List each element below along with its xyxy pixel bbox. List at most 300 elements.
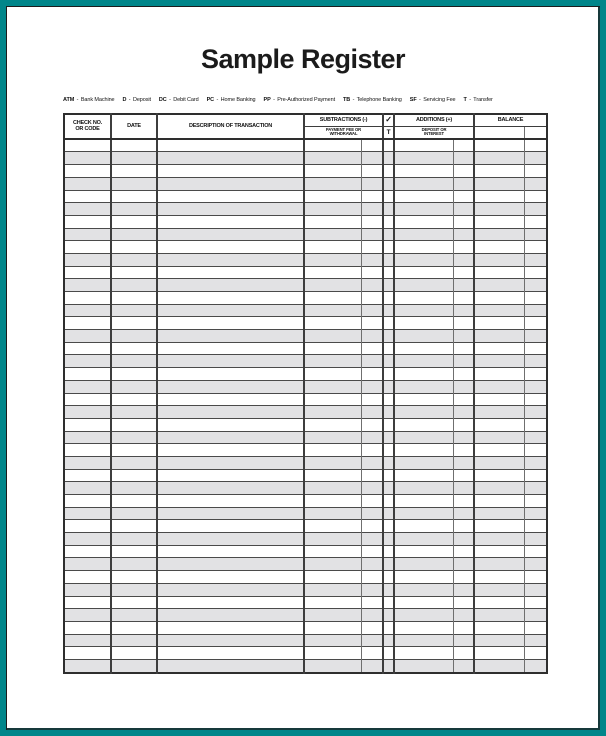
cell-balance-cents	[524, 190, 547, 203]
cell-balance-cents	[524, 482, 547, 495]
cell-additions-cents	[453, 583, 474, 596]
register-row	[64, 571, 547, 584]
register-row	[64, 533, 547, 546]
cell-description	[157, 444, 304, 457]
cell-additions-cents	[453, 520, 474, 533]
cell-balance-amount	[474, 393, 524, 406]
cell-check-no	[64, 659, 111, 672]
register-row	[64, 520, 547, 533]
cell-description	[157, 456, 304, 469]
cell-additions-cents	[453, 545, 474, 558]
page-title: Sample Register	[200, 44, 406, 74]
cell-additions-amount	[394, 596, 453, 609]
cell-subtractions-cents	[361, 456, 383, 469]
cell-subtractions-cents	[361, 406, 383, 419]
register-row	[64, 215, 547, 228]
register-row	[64, 647, 547, 660]
register-row	[64, 393, 547, 406]
cell-balance-amount	[474, 342, 524, 355]
cell-balance-cents	[524, 152, 547, 165]
cell-balance-cents	[524, 520, 547, 533]
cell-additions-amount	[394, 634, 453, 647]
cell-subtractions-cents	[361, 609, 383, 622]
legend-item-tb	[343, 96, 402, 104]
cell-check-t	[383, 482, 394, 495]
register-row	[64, 482, 547, 495]
cell-description	[157, 393, 304, 406]
cell-check-t	[383, 241, 394, 254]
cell-check-no	[64, 558, 111, 571]
table-header	[64, 114, 547, 139]
cell-description	[157, 545, 304, 558]
cell-date	[111, 609, 157, 622]
cell-balance-cents	[524, 203, 547, 216]
cell-subtractions-amount	[304, 406, 361, 419]
cell-additions-amount	[394, 418, 453, 431]
cell-date	[111, 253, 157, 266]
cell-additions-cents	[453, 418, 474, 431]
cell-subtractions-amount	[304, 152, 361, 165]
cell-additions-cents	[453, 330, 474, 343]
cell-date	[111, 571, 157, 584]
cell-balance-amount	[474, 139, 524, 152]
register-row	[64, 203, 547, 216]
cell-check-no	[64, 418, 111, 431]
cell-subtractions-cents	[361, 253, 383, 266]
cell-subtractions-amount	[304, 355, 361, 368]
cell-check-no	[64, 241, 111, 254]
cell-description	[157, 533, 304, 546]
cell-description	[157, 279, 304, 292]
cell-check-no	[64, 520, 111, 533]
cell-additions-cents	[453, 152, 474, 165]
cell-check-t	[383, 634, 394, 647]
cell-check-t	[383, 266, 394, 279]
cell-balance-amount	[474, 228, 524, 241]
cell-check-no	[64, 469, 111, 482]
header-check-no-line1: CHECK NO.	[72, 120, 103, 127]
cell-balance-amount	[474, 507, 524, 520]
cell-additions-cents	[453, 444, 474, 457]
cell-additions-cents	[453, 266, 474, 279]
cell-subtractions-cents	[361, 621, 383, 634]
cell-balance-amount	[474, 304, 524, 317]
cell-description	[157, 647, 304, 660]
register-row	[64, 431, 547, 444]
cell-balance-cents	[524, 317, 547, 330]
cell-additions-cents	[453, 241, 474, 254]
cell-description	[157, 609, 304, 622]
cell-additions-cents	[453, 279, 474, 292]
cell-date	[111, 266, 157, 279]
cell-check-no	[64, 380, 111, 393]
header-subtractions-sublabel	[304, 126, 383, 138]
cell-date	[111, 583, 157, 596]
cell-check-t	[383, 203, 394, 216]
header-subtractions: SUBTRACTIONS (-)	[304, 114, 383, 126]
cell-balance-cents	[524, 330, 547, 343]
cell-additions-cents	[453, 558, 474, 571]
cell-additions-cents	[453, 203, 474, 216]
cell-balance-amount	[474, 647, 524, 660]
register-row	[64, 659, 547, 672]
cell-description	[157, 215, 304, 228]
cell-additions-amount	[394, 583, 453, 596]
legend-item-dc	[159, 96, 199, 104]
cell-subtractions-cents	[361, 190, 383, 203]
cell-subtractions-cents	[361, 558, 383, 571]
header-cleared-column	[383, 114, 394, 126]
cell-additions-cents	[453, 431, 474, 444]
cell-balance-cents	[524, 621, 547, 634]
legend-separator: -	[352, 97, 355, 103]
legend-label: Servicing Fee	[423, 97, 456, 103]
cell-description	[157, 469, 304, 482]
cell-additions-amount	[394, 228, 453, 241]
cell-balance-amount	[474, 253, 524, 266]
legend-abbr: PP	[263, 97, 271, 103]
cell-balance-cents	[524, 266, 547, 279]
cell-description	[157, 621, 304, 634]
cell-subtractions-cents	[361, 380, 383, 393]
cell-check-t	[383, 456, 394, 469]
cell-description	[157, 368, 304, 381]
legend-separator: -	[273, 97, 275, 103]
cell-balance-cents	[524, 571, 547, 584]
register-rows	[64, 139, 547, 673]
register-row	[64, 621, 547, 634]
cell-balance-amount	[474, 177, 524, 190]
cell-balance-amount	[474, 495, 524, 508]
header-balance: BALANCE	[474, 114, 547, 126]
cell-additions-amount	[394, 292, 453, 305]
cell-description	[157, 482, 304, 495]
cell-date	[111, 317, 157, 330]
legend-separator: -	[216, 97, 219, 103]
cell-subtractions-cents	[361, 520, 383, 533]
cell-additions-cents	[453, 317, 474, 330]
register-row	[64, 190, 547, 203]
cell-check-no	[64, 228, 111, 241]
cell-additions-amount	[394, 253, 453, 266]
cell-subtractions-cents	[361, 330, 383, 343]
cell-additions-amount	[394, 368, 453, 381]
cell-check-t	[383, 355, 394, 368]
cell-additions-amount	[394, 571, 453, 584]
cell-subtractions-amount	[304, 253, 361, 266]
legend-abbr: PC	[206, 97, 215, 103]
cell-subtractions-amount	[304, 165, 361, 178]
register-row	[64, 558, 547, 571]
legend-item-atm	[63, 96, 114, 104]
header-additions-sub-line2: INTEREST	[424, 131, 444, 137]
cell-description	[157, 228, 304, 241]
header-check-no-line2: OR CODE	[75, 126, 100, 133]
cell-additions-amount	[394, 545, 453, 558]
checkmark-icon: ✓	[385, 115, 392, 125]
cell-additions-cents	[453, 507, 474, 520]
cell-date	[111, 190, 157, 203]
cell-additions-amount	[394, 507, 453, 520]
cell-subtractions-cents	[361, 317, 383, 330]
cell-subtractions-amount	[304, 279, 361, 292]
cell-date	[111, 418, 157, 431]
register-row	[64, 456, 547, 469]
cell-date	[111, 634, 157, 647]
header-additions-sub-line1: DEPOSIT OR	[421, 126, 447, 132]
cell-subtractions-amount	[304, 330, 361, 343]
register-row	[64, 444, 547, 457]
cell-check-no	[64, 634, 111, 647]
cell-check-no	[64, 266, 111, 279]
legend-label: Home Banking	[220, 97, 256, 103]
cell-additions-amount	[394, 558, 453, 571]
cell-additions-cents	[453, 495, 474, 508]
cell-date	[111, 139, 157, 152]
cell-additions-cents	[453, 355, 474, 368]
cell-balance-amount	[474, 266, 524, 279]
cell-subtractions-cents	[361, 545, 383, 558]
cell-date	[111, 330, 157, 343]
cell-check-t	[383, 418, 394, 431]
cell-subtractions-amount	[304, 368, 361, 381]
cell-check-t	[383, 609, 394, 622]
cell-check-no	[64, 342, 111, 355]
cell-description	[157, 431, 304, 444]
cell-subtractions-cents	[361, 304, 383, 317]
cell-check-t	[383, 368, 394, 381]
cell-balance-cents	[524, 253, 547, 266]
cell-description	[157, 558, 304, 571]
cell-subtractions-amount	[304, 203, 361, 216]
cell-check-t	[383, 342, 394, 355]
cell-balance-cents	[524, 368, 547, 381]
cell-subtractions-amount	[304, 520, 361, 533]
register-row	[64, 609, 547, 622]
cell-additions-cents	[453, 571, 474, 584]
cell-description	[157, 495, 304, 508]
cell-balance-amount	[474, 380, 524, 393]
cell-date	[111, 304, 157, 317]
register-row	[64, 342, 547, 355]
cell-additions-cents	[453, 634, 474, 647]
cell-balance-amount	[474, 545, 524, 558]
cell-description	[157, 659, 304, 672]
cell-subtractions-cents	[361, 444, 383, 457]
cell-subtractions-amount	[304, 444, 361, 457]
cell-balance-amount	[474, 482, 524, 495]
cell-description	[157, 596, 304, 609]
register-row	[64, 418, 547, 431]
cell-additions-amount	[394, 355, 453, 368]
cell-check-t	[383, 583, 394, 596]
cell-additions-cents	[453, 228, 474, 241]
cell-check-t	[383, 292, 394, 305]
cell-balance-amount	[474, 609, 524, 622]
cell-check-no	[64, 152, 111, 165]
cell-date	[111, 533, 157, 546]
register-row	[64, 507, 547, 520]
cell-description	[157, 241, 304, 254]
cell-subtractions-cents	[361, 469, 383, 482]
cell-subtractions-amount	[304, 596, 361, 609]
cell-additions-amount	[394, 393, 453, 406]
register-row	[64, 253, 547, 266]
register-row	[64, 583, 547, 596]
cell-balance-cents	[524, 431, 547, 444]
legend-item-sf	[410, 96, 456, 104]
cell-additions-cents	[453, 380, 474, 393]
cell-date	[111, 431, 157, 444]
cell-date	[111, 507, 157, 520]
cell-description	[157, 190, 304, 203]
cell-additions-cents	[453, 659, 474, 672]
cell-subtractions-cents	[361, 583, 383, 596]
cell-date	[111, 342, 157, 355]
cell-description	[157, 139, 304, 152]
cell-balance-amount	[474, 241, 524, 254]
register-row	[64, 545, 547, 558]
cell-subtractions-cents	[361, 292, 383, 305]
cell-additions-cents	[453, 139, 474, 152]
cell-check-no	[64, 456, 111, 469]
cell-additions-cents	[453, 482, 474, 495]
cell-check-no	[64, 368, 111, 381]
legend-label: Deposit	[132, 97, 151, 103]
cell-balance-cents	[524, 139, 547, 152]
cell-description	[157, 177, 304, 190]
cell-subtractions-cents	[361, 266, 383, 279]
cell-check-t	[383, 469, 394, 482]
cell-additions-cents	[453, 406, 474, 419]
cell-subtractions-amount	[304, 659, 361, 672]
cell-check-no	[64, 355, 111, 368]
cell-additions-amount	[394, 330, 453, 343]
cell-date	[111, 355, 157, 368]
cell-subtractions-amount	[304, 558, 361, 571]
cell-subtractions-amount	[304, 621, 361, 634]
cell-subtractions-cents	[361, 177, 383, 190]
register-row	[64, 279, 547, 292]
cell-check-t	[383, 177, 394, 190]
cell-balance-amount	[474, 571, 524, 584]
cell-additions-amount	[394, 152, 453, 165]
cell-date	[111, 368, 157, 381]
cell-subtractions-amount	[304, 393, 361, 406]
cell-check-no	[64, 647, 111, 660]
cell-additions-amount	[394, 495, 453, 508]
legend-abbr: D	[122, 97, 127, 103]
cell-additions-cents	[453, 177, 474, 190]
legend-label: Pre-Authorized Payment	[277, 97, 335, 103]
cell-check-t	[383, 228, 394, 241]
cell-check-no	[64, 292, 111, 305]
register-row	[64, 266, 547, 279]
header-date: DATE	[111, 114, 157, 139]
cell-description	[157, 317, 304, 330]
cell-subtractions-amount	[304, 456, 361, 469]
cell-check-no	[64, 203, 111, 216]
cell-description	[157, 292, 304, 305]
cell-date	[111, 241, 157, 254]
cell-additions-amount	[394, 444, 453, 457]
cell-check-t	[383, 444, 394, 457]
cell-check-no	[64, 583, 111, 596]
cell-check-no	[64, 444, 111, 457]
cell-balance-cents	[524, 558, 547, 571]
cell-balance-cents	[524, 647, 547, 660]
cell-balance-cents	[524, 507, 547, 520]
cell-balance-amount	[474, 596, 524, 609]
cell-additions-cents	[453, 393, 474, 406]
cell-check-t	[383, 520, 394, 533]
register-row	[64, 634, 547, 647]
cell-check-no	[64, 533, 111, 546]
cell-balance-amount	[474, 444, 524, 457]
cell-additions-amount	[394, 215, 453, 228]
cell-balance-amount	[474, 520, 524, 533]
cell-subtractions-cents	[361, 431, 383, 444]
cell-subtractions-amount	[304, 431, 361, 444]
cell-subtractions-amount	[304, 139, 361, 152]
cell-check-no	[64, 507, 111, 520]
cell-balance-amount	[474, 330, 524, 343]
cell-check-t	[383, 139, 394, 152]
cell-date	[111, 279, 157, 292]
cell-additions-amount	[394, 177, 453, 190]
cell-subtractions-cents	[361, 279, 383, 292]
cell-additions-amount	[394, 304, 453, 317]
cell-additions-amount	[394, 482, 453, 495]
cell-check-no	[64, 609, 111, 622]
cell-date	[111, 545, 157, 558]
register-row	[64, 139, 547, 152]
cell-balance-cents	[524, 342, 547, 355]
cell-description	[157, 355, 304, 368]
legend-label: Transfer	[473, 97, 493, 103]
cell-additions-amount	[394, 431, 453, 444]
cell-date	[111, 177, 157, 190]
header-additions-sublabel	[394, 126, 474, 138]
legend-abbr: SF	[409, 97, 417, 103]
cell-check-no	[64, 317, 111, 330]
cell-balance-cents	[524, 596, 547, 609]
cell-description	[157, 330, 304, 343]
cell-additions-amount	[394, 647, 453, 660]
cell-balance-cents	[524, 609, 547, 622]
cell-check-no	[64, 495, 111, 508]
cell-description	[157, 342, 304, 355]
cell-check-t	[383, 596, 394, 609]
cell-subtractions-amount	[304, 495, 361, 508]
cell-description	[157, 266, 304, 279]
cell-check-t	[383, 545, 394, 558]
cell-balance-amount	[474, 215, 524, 228]
cell-additions-cents	[453, 304, 474, 317]
cell-check-no	[64, 596, 111, 609]
cell-subtractions-amount	[304, 266, 361, 279]
cell-balance-cents	[524, 241, 547, 254]
cell-date	[111, 621, 157, 634]
header-subtractions-sub-line1: PAYMENT FEE OR	[325, 126, 362, 132]
cell-subtractions-amount	[304, 177, 361, 190]
cell-check-no	[64, 330, 111, 343]
cell-check-no	[64, 482, 111, 495]
cell-balance-amount	[474, 406, 524, 419]
cell-description	[157, 583, 304, 596]
cell-balance-cents	[524, 355, 547, 368]
cell-additions-amount	[394, 469, 453, 482]
